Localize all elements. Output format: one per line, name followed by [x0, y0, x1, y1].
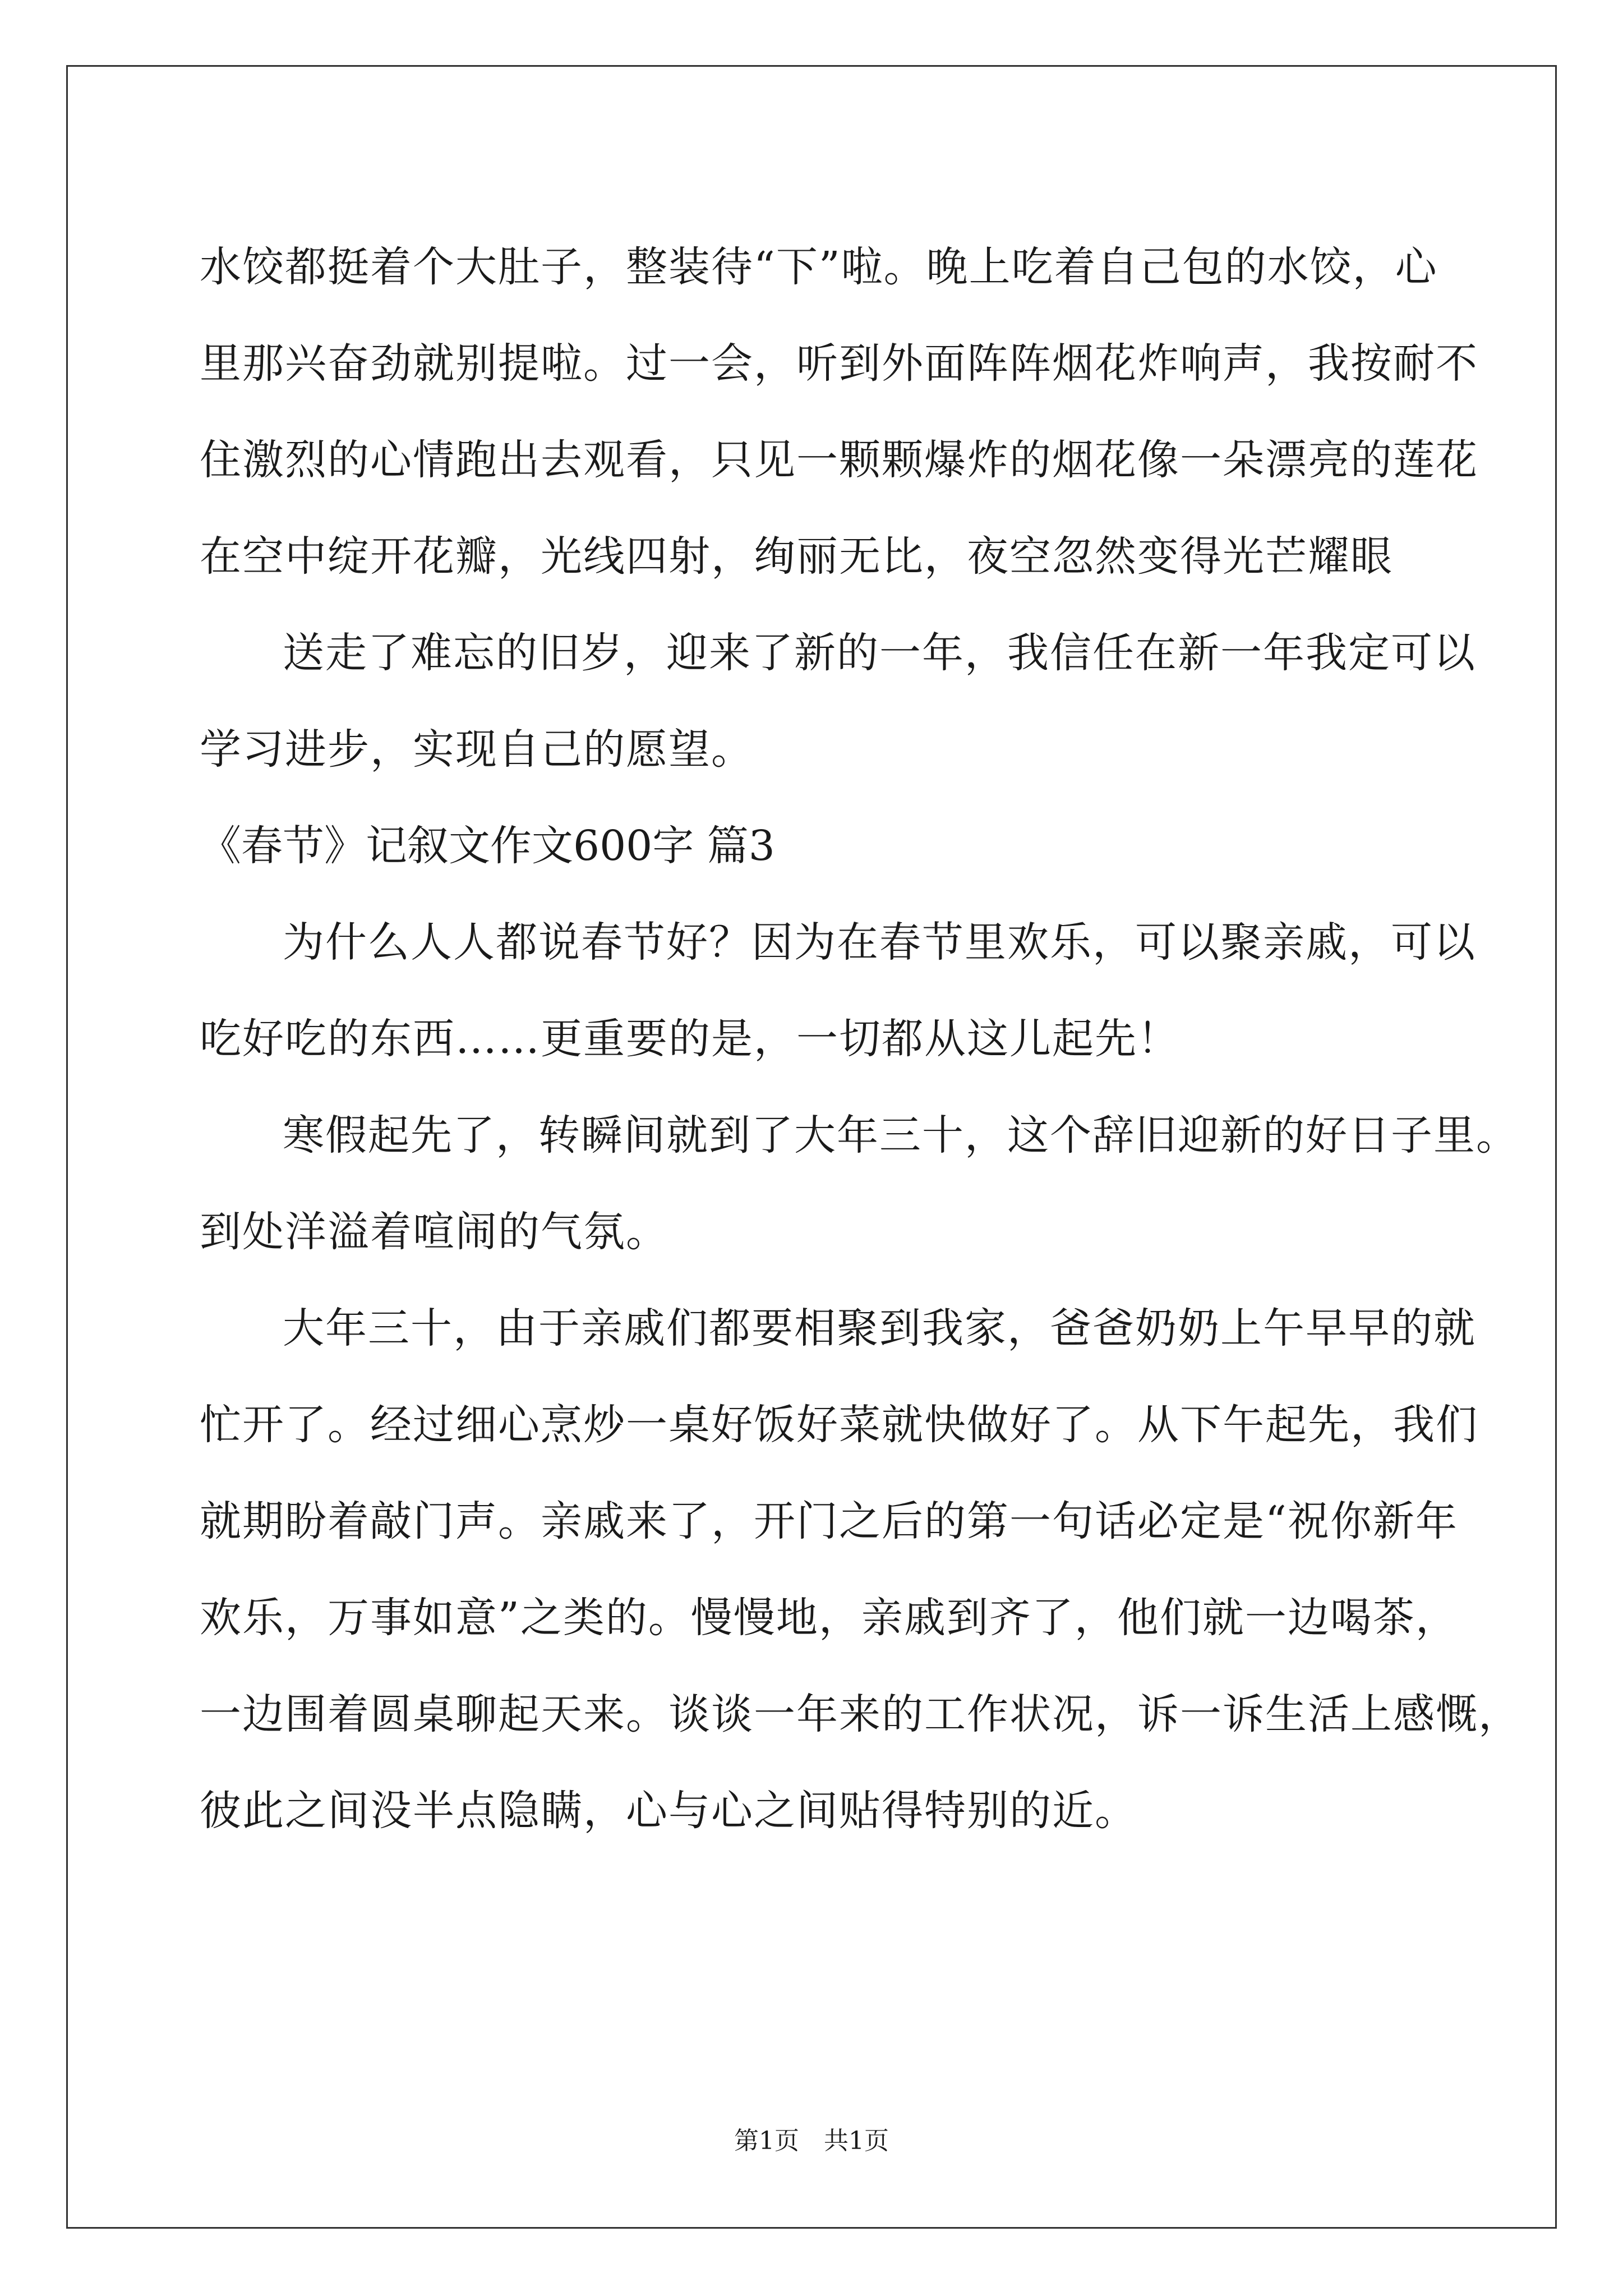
page-footer: 第1页 共1页: [734, 2127, 889, 2155]
text-line: 忙开了。经过细心烹炒一桌好饭好菜就快做好了。从下午起先，我们: [200, 1401, 1478, 1449]
document-body: [200, 219, 1521, 1859]
text-line: 吃好吃的东西……更重要的是，一切都从这儿起先！: [200, 1015, 1180, 1063]
text-line: 送走了难忘的旧岁，迎来了新的一年，我信任在新一年我定可以: [283, 629, 1476, 677]
text-line: 里那兴奋劲就别提啦。过一会，听到外面阵阵烟花炸响声，我按耐不: [200, 339, 1478, 388]
text-line: 住激烈的心情跑出去观看，只见一颗颗爆炸的烟花像一朵漂亮的莲花: [200, 436, 1478, 484]
section-heading: 《春节》记叙文作文600字 篇3: [200, 822, 775, 870]
text-line: 彼此之间没半点隐瞒，心与心之间贴得特别的近。: [200, 1787, 1137, 1835]
text-line: 欢乐，万事如意”之类的。慢慢地，亲戚到齐了，他们就一边喝茶，: [200, 1594, 1458, 1642]
text-line: 学习进步，实现自己的愿望。: [200, 725, 754, 774]
text-line: 在空中绽开花瓣，光线四射，绚丽无比，夜空忽然变得光芒耀眼: [200, 532, 1393, 581]
text-line: 水饺都挺着个大肚子，整装待“下”啦。晚上吃着自己包的水饺，心: [200, 243, 1438, 291]
text-line: 到处洋溢着喧闹的气氛。: [200, 1208, 668, 1256]
text-line: 一边围着圆桌聊起天来。谈谈一年来的工作状况，诉一诉生活上感慨，: [200, 1690, 1521, 1738]
text-line: 大年三十，由于亲戚们都要相聚到我家，爸爸奶奶上午早早的就: [283, 1304, 1476, 1352]
text-line: 为什么人人都说春节好？因为在春节里欢乐，可以聚亲戚，可以: [283, 918, 1476, 967]
text-line: 就期盼着敲门声。亲戚来了，开门之后的第一句话必定是“祝你新年: [200, 1497, 1458, 1545]
text-line: 寒假起先了，转瞬间就到了大年三十，这个辞旧迎新的好日子里。: [283, 1111, 1519, 1159]
